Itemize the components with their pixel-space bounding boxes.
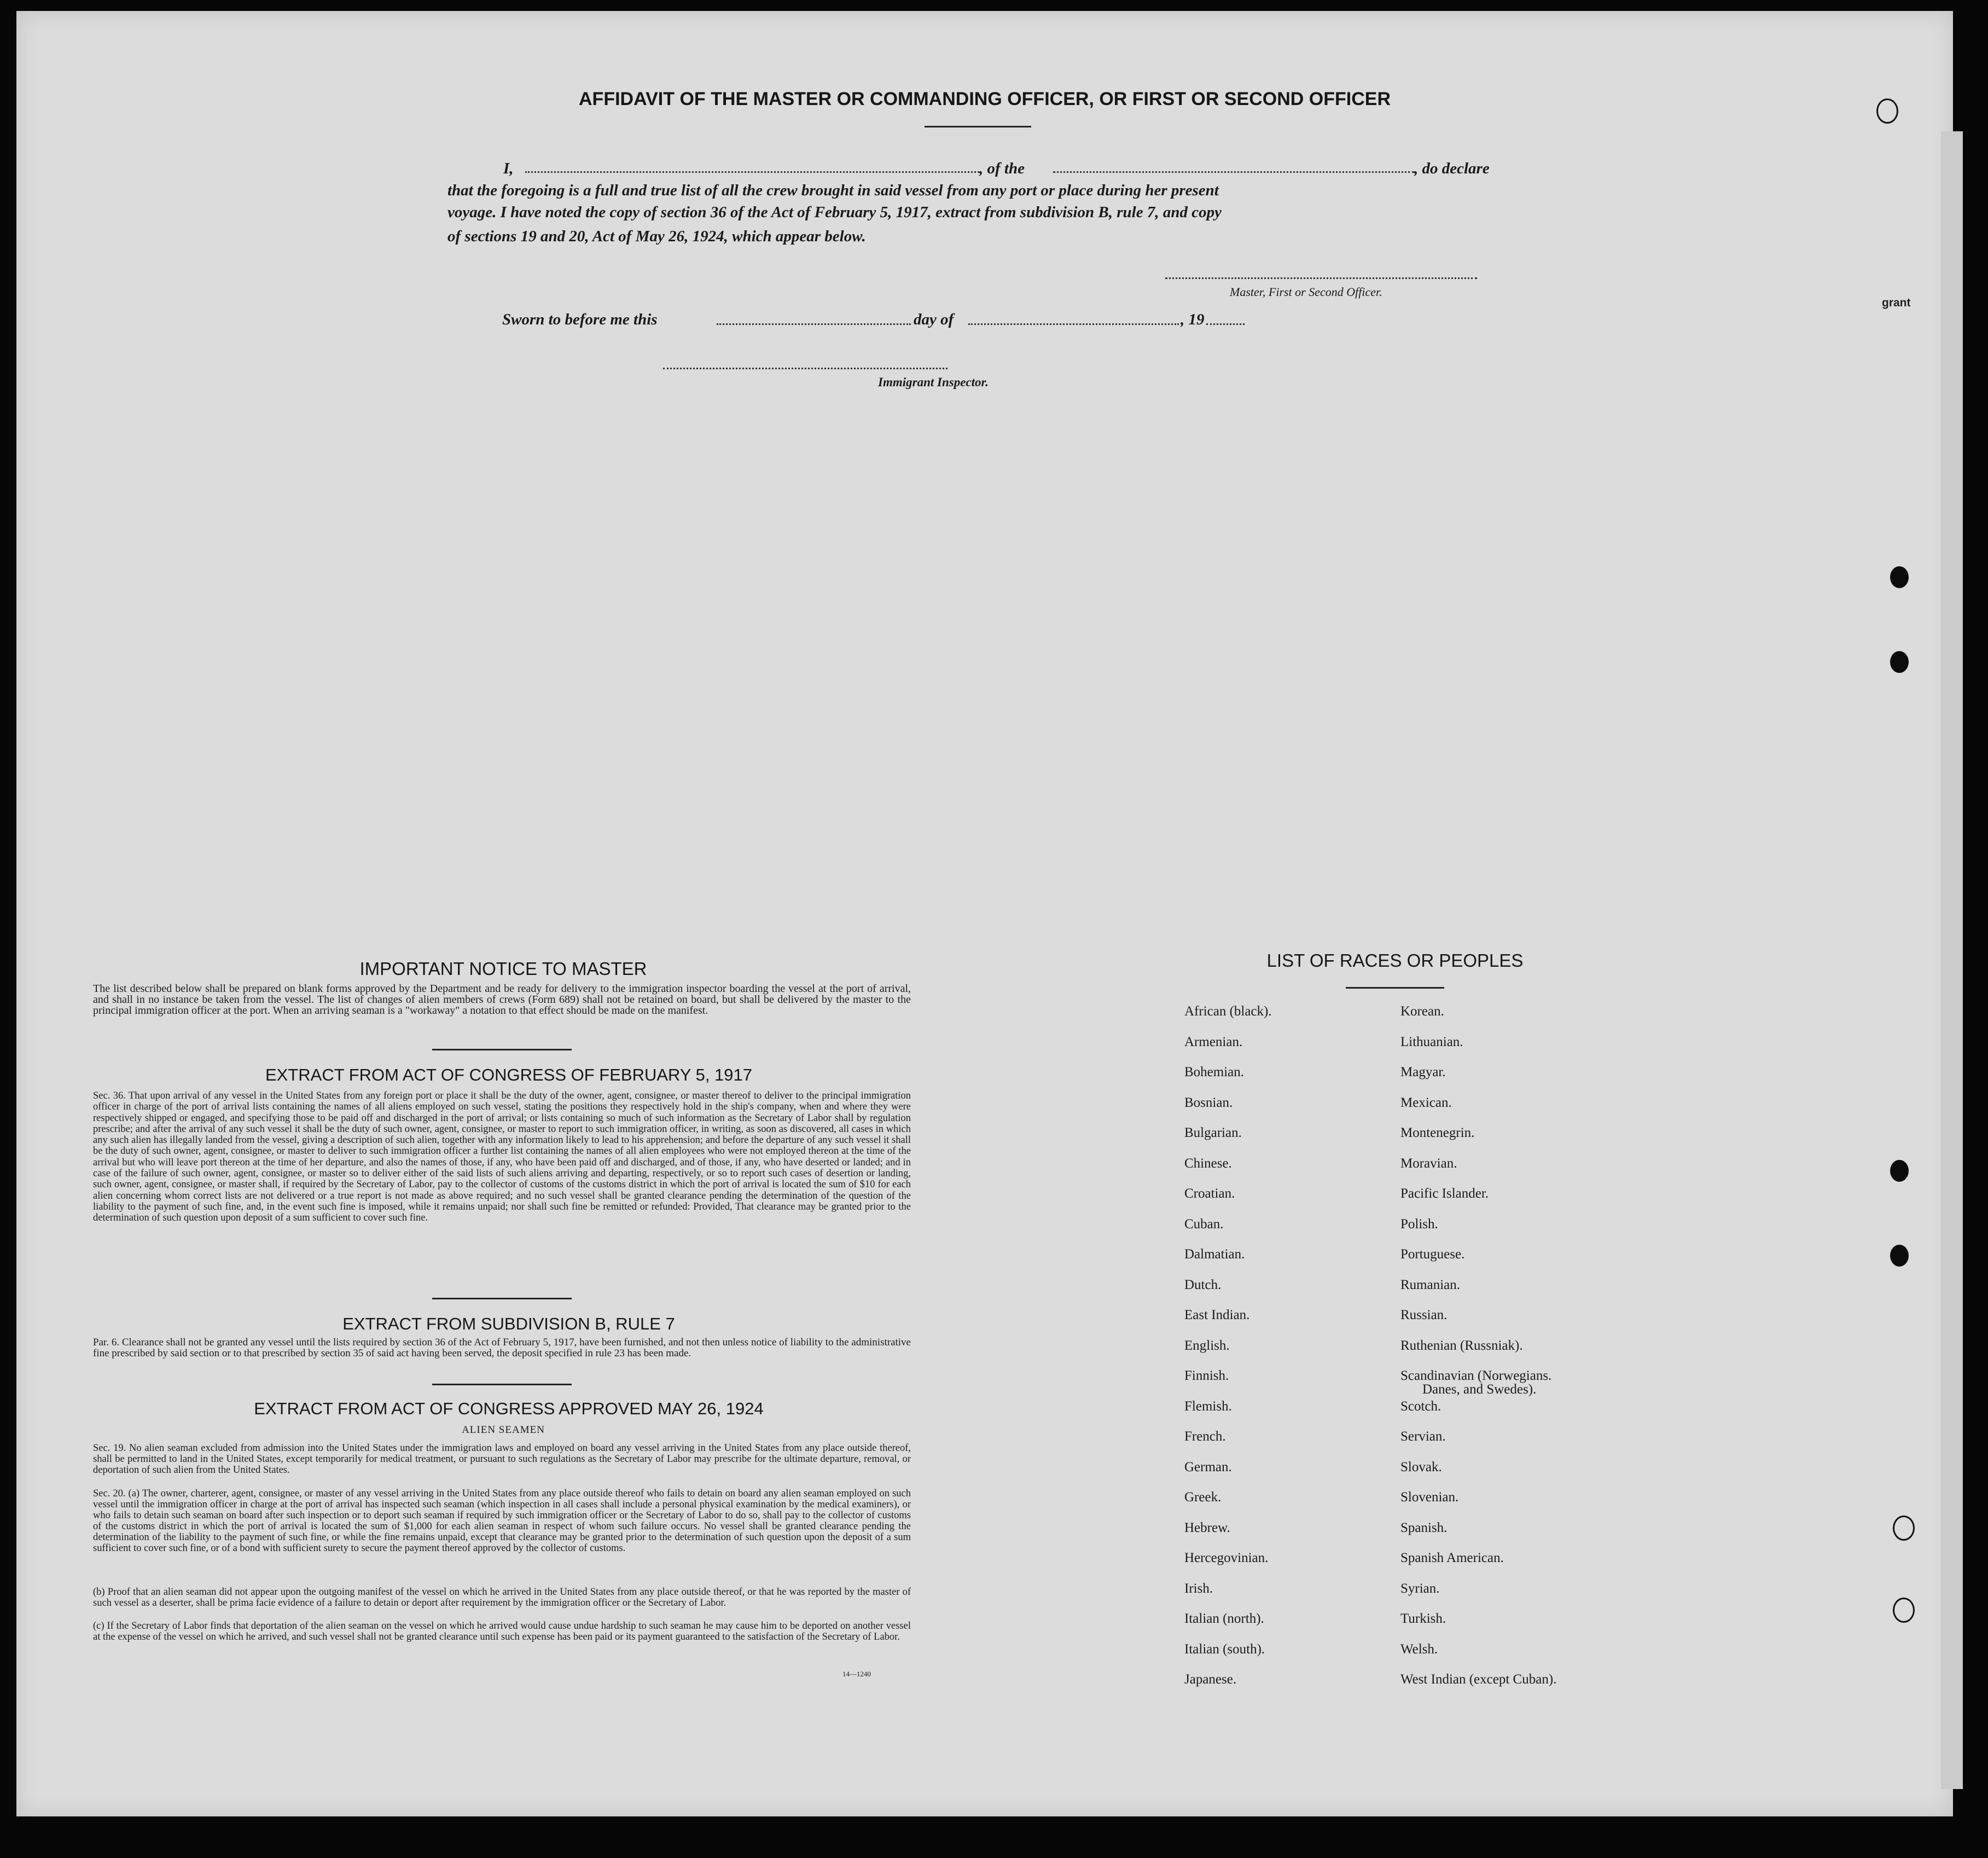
race-item: Bohemian. xyxy=(1184,1065,1245,1079)
race-item: Welsh. xyxy=(1400,1641,1438,1657)
race-item: Magyar. xyxy=(1400,1065,1446,1079)
extract-1924-subtitle: ALIEN SEAMEN xyxy=(462,1424,545,1436)
race-item: Bulgarian. xyxy=(1184,1125,1242,1140)
race-item: Portuguese. xyxy=(1400,1247,1465,1262)
binder-hole xyxy=(1890,1160,1909,1182)
affidavit-line1-declare: , do declare xyxy=(1414,160,1490,177)
notice-rule xyxy=(432,1049,572,1050)
race-item: Hercegovinian. xyxy=(1184,1551,1269,1565)
vessel-blank xyxy=(1053,171,1414,173)
extract-1924-sec20c: (c) If the Secretary of Labor finds that deportation of the alien seaman on the vessel on which he arrived would cause undue hardship to such seaman he may cause him to be deported on another vessel at the expense of the vessel on which he arrived, and such vessel shall not be granted clearance until such expense has been paid or its payment guaranteed to the satisfaction of the Secretary of Labor. xyxy=(93,1621,911,1642)
race-item: Bosnian. xyxy=(1184,1095,1233,1110)
binder-hole-open xyxy=(1893,1598,1915,1623)
race-item: Spanish. xyxy=(1400,1520,1448,1535)
extract-rule7-body: Par. 6. Clearance shall not be granted any vessel until the lists required by section 36 of the Act of February 5, 1917, have been furnished, and not then unless notice of liability to the administrative fine prescribed by said section or to that prescribed by section 35 of said act having been served, the deposit specified in rule 23 has been made. xyxy=(93,1337,911,1359)
race-item: Scandinavian (Norwegians. xyxy=(1400,1368,1552,1383)
race-item: Lithuanian. xyxy=(1400,1034,1463,1049)
extract-rule7-rule xyxy=(432,1384,572,1385)
master-signature-line xyxy=(1165,277,1477,279)
race-item: Greek. xyxy=(1184,1490,1222,1505)
race-item: Mexican. xyxy=(1400,1095,1452,1110)
race-item: Spanish American. xyxy=(1400,1551,1504,1565)
binder-hole xyxy=(1890,1245,1909,1267)
name-blank xyxy=(525,171,979,173)
race-item: African (black). xyxy=(1184,1004,1272,1019)
form-number: 14—1240 xyxy=(842,1670,871,1678)
race-item: Flemish. xyxy=(1184,1398,1232,1414)
affidavit-line2: that the foregoing is a full and true list of all the crew brought in said vessel from any port or place during her present xyxy=(447,182,1219,199)
sworn-day-blank xyxy=(717,323,911,325)
race-item: Italian (south). xyxy=(1184,1641,1265,1657)
extract-1917-body: Sec. 36. That upon arrival of any vessel in the United States from any foreign port or place it shall be the duty of the owner, agent, consignee, or master thereof to deliver to the principal immigration officer in charge of the port of arrival lists containing the names of all aliens employed on such vessel, stating the positions they respectively hold in the ship's company, when and where they were respectively shipped or engaged, and specifying those to be paid off and discharged in the port of arrival; or lists containing so much of such information as the Secretary of Labor shall by regulation prescribe; and after the arrival of any such vessel it shall be the duty of such owner, agent, consignee, or master to report to such immigration officer, in writing, as soon as discovered, all cases in which any such alien has illegally landed from the vessel, giving a description of such alien, together with any information likely to lead to his apprehension; and before the departure of any such vessel it shall be the duty of such owner, agent, consignee, or master to deliver to such immigration officer a further list containing the names of all alien employees who were not employed thereon at the time of the arrival but who will leave port thereon at the time of her departure, and also the names of those, if any, who have been paid off and discharged, and of those, if any, who have deserted or landed; and in case of the failure of such owner, agent, consignee, or master so to deliver either of the said lists of such aliens arriving and departing, respectively, or so to report such cases of desertion or landing, such owner, agent, consignee, or master shall, if required by the Secretary of Labor, pay to the collector of customs of the customs district in which the port of arrival is located the sum of $10 for each alien concerning whom correct lists are not delivered or a true report is not made as above required; and no such vessel shall be granted clearance pending the determination of the question of the liability to the payment of such fine, and, in the event such fine is imposed, while it remains unpaid; nor shall such fine be remitted or refunded: Provided, That clearance may be granted prior to the determination of such question upon deposit of a sum sufficient to cover such fine. xyxy=(93,1090,911,1224)
extract-1917-title: EXTRACT FROM ACT OF CONGRESS OF FEBRUARY 5, 1917 xyxy=(265,1065,753,1084)
race-item-continuation: Danes, and Swedes). xyxy=(1422,1382,1537,1397)
race-item: English. xyxy=(1184,1338,1230,1353)
race-item: Dutch. xyxy=(1184,1277,1222,1292)
race-item: German. xyxy=(1184,1459,1232,1474)
binder-hole xyxy=(1890,651,1909,673)
race-item: Hebrew. xyxy=(1184,1520,1230,1535)
sheet-right-edge xyxy=(1941,131,1963,1789)
race-item: East Indian. xyxy=(1184,1308,1250,1322)
affidavit-line1-of-the: , of the xyxy=(979,160,1025,177)
race-item: Syrian. xyxy=(1400,1581,1440,1596)
notice-title: IMPORTANT NOTICE TO MASTER xyxy=(359,959,647,979)
race-item: Moravian. xyxy=(1400,1156,1457,1171)
title-rule xyxy=(925,126,1031,127)
tab-label: grant xyxy=(1882,297,1911,309)
race-item: Cuban. xyxy=(1184,1216,1224,1232)
races-rule xyxy=(1346,987,1444,989)
extract-1924-sec20b: (b) Proof that an alien seaman did not appear upon the outgoing manifest of the vessel on which he arrived in the United States from any place outside thereof, or that he was reported by the master of such vessel as a deserter, shall be prima facie evidence of a failure to detain or deport after requirement by the immigration officer or the Secretary of Labor. xyxy=(93,1587,911,1609)
race-item: Chinese. xyxy=(1184,1156,1232,1171)
race-item: Russian. xyxy=(1400,1308,1448,1322)
binder-hole-open xyxy=(1893,1516,1915,1541)
races-title: LIST OF RACES OR PEOPLES xyxy=(1266,950,1524,971)
race-item: Korean. xyxy=(1400,1004,1444,1019)
race-item: Japanese. xyxy=(1184,1672,1237,1687)
race-item: Finnish. xyxy=(1184,1368,1229,1383)
race-item: Scotch. xyxy=(1400,1398,1441,1414)
extract-rule7-title: EXTRACT FROM SUBDIVISION B, RULE 7 xyxy=(342,1314,675,1333)
race-item: Slovak. xyxy=(1400,1459,1442,1474)
race-item: Dalmatian. xyxy=(1184,1247,1245,1262)
race-item: Montenegrin. xyxy=(1400,1125,1475,1140)
inspector-label: Immigrant Inspector. xyxy=(878,375,989,389)
race-item: Servian. xyxy=(1400,1429,1446,1444)
race-item: Ruthenian (Russniak). xyxy=(1400,1338,1523,1353)
race-item: West Indian (except Cuban). xyxy=(1400,1672,1557,1687)
sworn-text: Sworn to before me this xyxy=(502,311,658,328)
inspector-signature-line xyxy=(663,368,948,369)
binder-hole-open xyxy=(1876,98,1898,124)
race-item: Rumanian. xyxy=(1400,1277,1461,1292)
race-item: Croatian. xyxy=(1184,1186,1235,1201)
notice-body: The list described below shall be prepared on blank forms approved by the Department and be ready for delivery to the immigration inspector boarding the vessel at the port of arrival, and shall in no instance be taken from the vessel. The list of changes of alien members of crews (Form 689) shall not be retained on board, but shall be delivered by the master to the principal immigration officer at the port. When an arriving seaman is a "workaway" a notation to that effect should be made on the manifest. xyxy=(93,983,911,1017)
sworn-day-of: day of xyxy=(914,311,954,328)
sworn-year: , 19 xyxy=(1181,311,1205,328)
race-item: Turkish. xyxy=(1400,1611,1446,1626)
sworn-year-blank xyxy=(1206,323,1245,325)
extract-1924-sec19: Sec. 19. No alien seaman excluded from admission into the United States under the immigration laws and employed on board any vessel arriving in the United States from any place outside thereof, shall be permitted to land in the United States, except temporarily for medical treatment, or pursuant to such regulations as the Secretary of Labor may prescribe for the ultimate departure, removal, or deportation of such alien from the United States. xyxy=(93,1443,911,1476)
affidavit-line4: of sections 19 and 20, Act of May 26, 1924, which appear below. xyxy=(447,228,866,245)
master-signature-label: Master, First or Second Officer. xyxy=(1230,285,1382,299)
race-item: Pacific Islander. xyxy=(1400,1186,1489,1201)
sworn-month-blank xyxy=(968,323,1179,325)
affidavit-line1-i: I, xyxy=(503,160,514,177)
race-item: Armenian. xyxy=(1184,1034,1243,1049)
race-item: Irish. xyxy=(1184,1581,1213,1596)
race-item: French. xyxy=(1184,1429,1226,1444)
extract-1924-title: EXTRACT FROM ACT OF CONGRESS APPROVED MAY 26, 1924 xyxy=(254,1399,764,1418)
extract-1924-sec20a: Sec. 20. (a) The owner, charterer, agent, consignee, or master of any vessel arriving in the United States from any place outside thereof who fails to detain on board any alien seaman employed on such vessel until the immigration officer in charge at the port of arrival has inspected such seaman (which inspection in all cases shall include a personal physical examination by the medical examiners), or who fails to detain such seaman on board after such inspection or to deport such seaman if required by such immigration officer or the Secretary of Labor to do so, shall pay to the collector of customs of the customs district in which the port of arrival is located the sum of $1,000 for each alien seaman in respect of whom such failure occurs. No vessel shall be granted clearance pending the determination of the liability to the payment of such fine, or while the fine remains unpaid, except that clearance may be granted prior to the determination of such question upon the deposit of a sum sufficient to cover such fine, or of a bond with sufficient surety to secure the payment thereof approved by the collector of customs. xyxy=(93,1488,911,1554)
race-item: Polish. xyxy=(1400,1216,1438,1232)
affidavit-line3: voyage. I have noted the copy of section 36 of the Act of February 5, 1917, extract from subdivision B, rule 7, and copy xyxy=(447,204,1222,221)
binder-hole xyxy=(1890,566,1909,588)
affidavit-title: AFFIDAVIT OF THE MASTER OR COMMANDING OFFICER, OR FIRST OR SECOND OFFICER xyxy=(579,89,1391,109)
race-item: Italian (north). xyxy=(1184,1611,1264,1626)
extract-1917-rule xyxy=(432,1298,572,1299)
race-item: Slovenian. xyxy=(1400,1490,1459,1505)
